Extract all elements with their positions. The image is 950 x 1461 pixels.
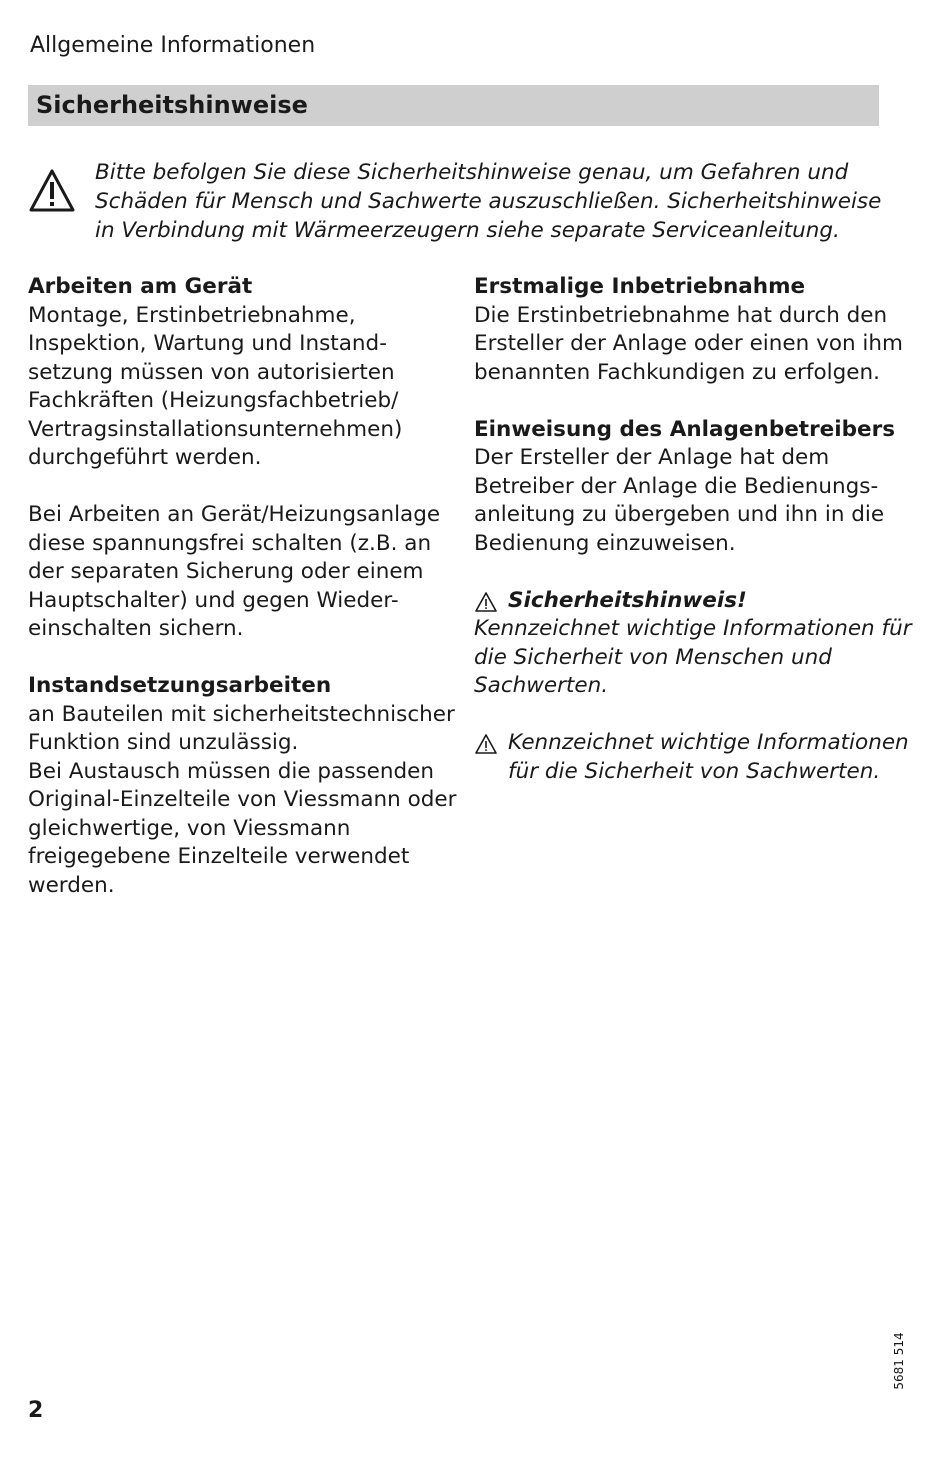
section-label: Allgemeine Informationen [30,33,316,58]
paragraph-spannungsfrei: Bei Arbeiten an Gerät/Heizungsanlage diese spannungsfrei schalten (z.B. an der separaten Sicherung oder einem Hauptschalter) und gegen Wieder-einschalten sichern. [28,502,441,641]
safety-notice-label: Sicherheitshinweis! [508,587,747,613]
paragraph-einweisung: Der Ersteller der Anlage hat dem Betreiber der Anlage die Bedienungs-anleitung zu übergeben und ihn in die Bedienung einzuweisen. [474,445,885,556]
safety-notice-label-row [474,587,914,616]
property-notice-row [474,729,914,786]
warning-triangle-icon [474,591,498,613]
property-notice-text: Kennzeichnet wichtige Informationen für die Sicherheit von Sachwerten. [508,730,909,784]
heading-einweisung: Einweisung des Anlagenbetreibers [474,416,895,442]
paragraph-erstmalige-inbetriebnahme: Die Erstinbetriebnahme hat durch den Ersteller der Anlage oder einen von ihm benannten Fachkundigen zu erfolgen. [474,302,903,385]
title-bar [28,85,879,126]
heading-arbeiten-am-geraet: Arbeiten am Gerät [28,274,253,299]
document-number: 5681 514 [892,1332,906,1390]
paragraph-instandsetzung-2: Bei Austausch müssen die passenden Original-Einzelteile von Viessmann oder gleichwertige, von Viessmann freigegebene Einzelteile verwendet werden. [28,758,457,898]
heading-instandsetzungsarbeiten: Instandsetzungsarbeiten [28,673,332,698]
page-title: Sicherheitshinweise [36,91,308,119]
right-column [474,273,914,786]
warning-triangle-icon [474,733,498,755]
left-column [28,273,458,900]
page-number: 2 [28,1398,44,1423]
paragraph-arbeiten-am-geraet: Montage, Erstinbetriebnahme, Inspektion, Wartung und Instand-setzung müssen von autorisierten Fachkräften (Heizungsfachbetrieb/ Vertragsinstallationsunternehmen) durchgeführt werden. [28,302,403,470]
warning-triangle-icon [28,168,76,214]
safety-notice-text: Kennzeichnet wichtige Informationen für die Sicherheit von Menschen und Sachwerten. [474,616,912,698]
heading-erstmalige-inbetriebnahme: Erstmalige Inbetriebnahme [474,274,806,299]
document-number-container [884,1332,914,1390]
paragraph-instandsetzung-1: an Bauteilen mit sicherheitstechnischer Funktion sind unzulässig. [28,701,455,755]
intro-text: Bitte befolgen Sie diese Sicherheitshinweise genau, um Gefahren und Schäden für Mensch und Sachwerte auszuschließen. Sicherheitshinweise in Verbindung mit Wärmeerzeugern siehe separate Serviceanleitung. [95,160,882,243]
